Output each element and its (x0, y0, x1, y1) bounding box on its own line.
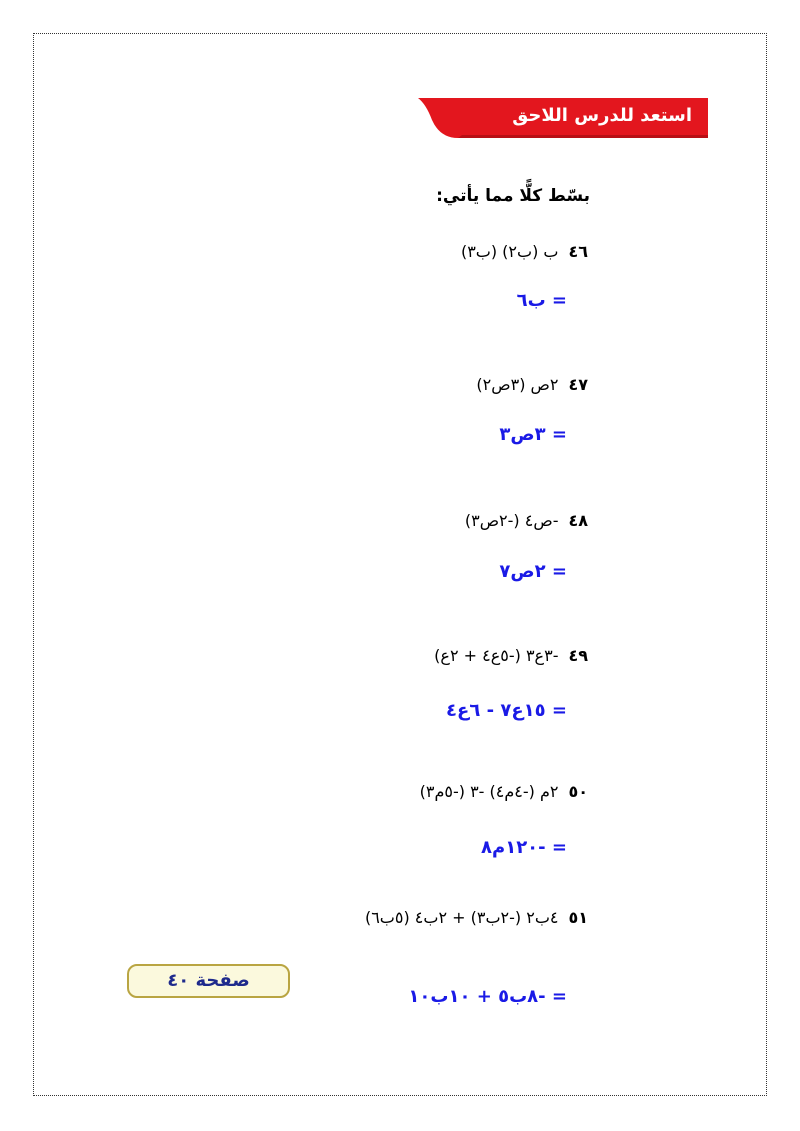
answer-51: = -٨ب٥ + ١٠ب١٠ (408, 986, 567, 1007)
problem-number: ٤٩ (568, 646, 588, 665)
problem-number: ٥٠ (568, 782, 588, 801)
problem-expression: ب (ب٢) (ب٣) (460, 242, 559, 261)
banner-title: استعد للدرس اللاحق (512, 105, 692, 126)
problem-expression: ٢ص (٣ص٢) (476, 375, 559, 394)
problem-number: ٥١ (568, 908, 588, 927)
problem-51 (365, 908, 588, 927)
section-banner (418, 98, 708, 138)
problem-number: ٤٨ (568, 511, 588, 530)
instruction-text: بسّط كلًّا مما يأتي: (436, 186, 590, 206)
problem-expression: -ص٤ (-٢ص٣) (464, 511, 559, 530)
answer-47: = ٣ص٣ (499, 424, 567, 445)
problem-number: ٤٧ (568, 375, 588, 394)
problem-number: ٤٦ (568, 242, 588, 261)
problem-49 (434, 646, 588, 665)
problem-46 (461, 242, 588, 261)
problem-50 (420, 782, 588, 801)
answer-50: = -١٢٠م٨ (481, 837, 567, 858)
answer-48: = ٢ص٧ (499, 561, 567, 582)
problem-48 (465, 511, 588, 530)
page-border (33, 33, 767, 1096)
page-reference-tag: صفحة ٤٠ (127, 964, 290, 998)
answer-46: = ب٦ (516, 290, 567, 311)
problem-expression: -٣ع٣ (-٥ع٤ + ٢ع) (434, 646, 559, 665)
answer-49: = ١٥ع٧ - ٦ع٤ (446, 700, 567, 721)
problem-expression: ٤ب٢ (-٢ب٣) + ٢ب٤ (٥ب٦) (364, 908, 559, 927)
problem-expression: ٢م (-٤م٤) -٣ (-٥م٣) (419, 782, 559, 801)
problem-47 (476, 375, 588, 394)
